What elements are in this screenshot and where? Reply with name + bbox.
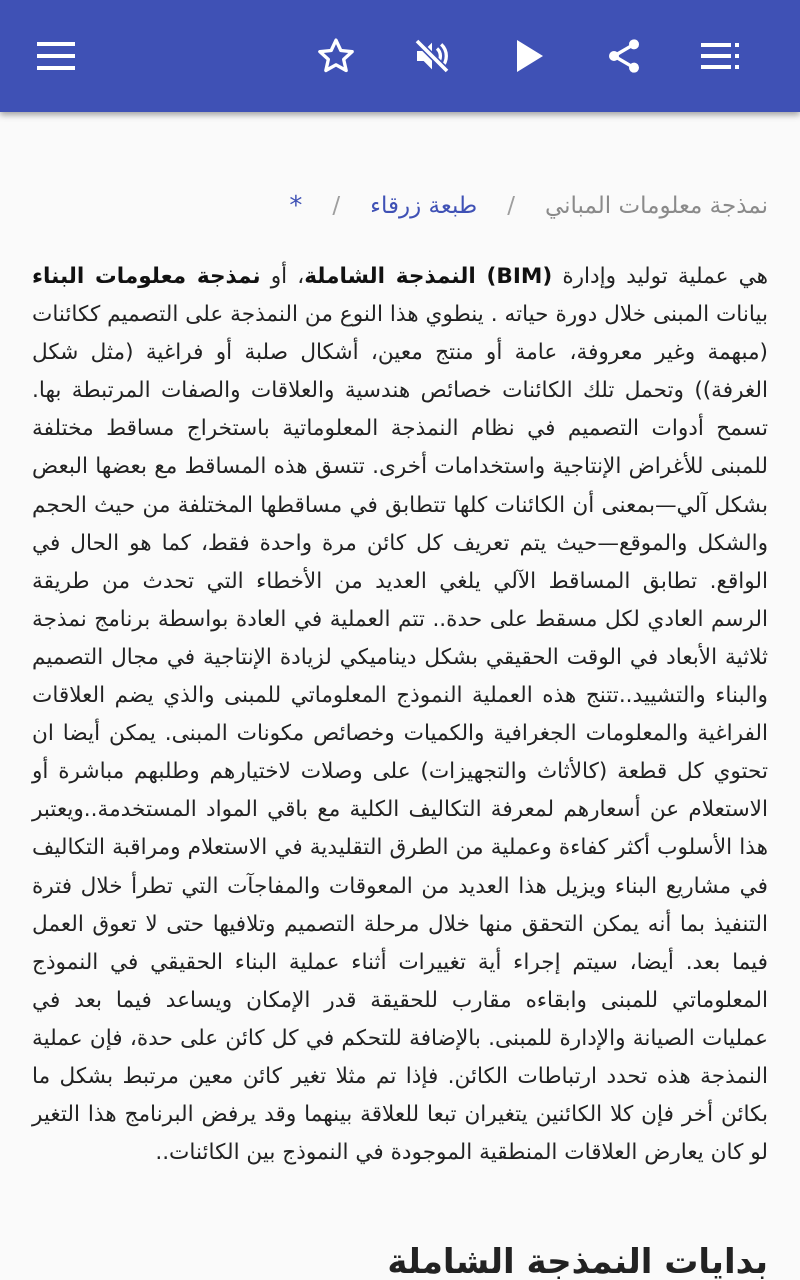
share-button[interactable] [596, 28, 652, 84]
menu-button[interactable] [28, 28, 84, 84]
paragraph-text: هي عملية توليد وإدارة [552, 264, 768, 289]
bold-term: (BIM) النمذجة الشاملة [304, 264, 553, 289]
play-button[interactable] [502, 28, 558, 84]
breadcrumb-home-star[interactable]: * [289, 191, 303, 221]
mute-button[interactable] [404, 28, 460, 84]
volume-off-icon [412, 36, 452, 76]
breadcrumb [32, 184, 768, 228]
breadcrumb-separator: / [332, 193, 341, 219]
star-outline-icon [316, 36, 356, 76]
app-toolbar [0, 0, 800, 112]
breadcrumb-link[interactable]: طبعة زرقاء [370, 193, 478, 219]
bold-term: نمذجة معلومات البناء [32, 264, 261, 289]
list-icon [701, 43, 739, 69]
article-paragraph [32, 258, 768, 1172]
section-heading: بدايات النمذجة الشاملة [387, 1242, 768, 1280]
paragraph-text: بيانات المبنى خلال دورة حياته . ينطوي هذا النوع من النمذجة على التصميم ككائنات (مبهمة وغير معروفة، عامة أو منتج معين، أشكال صلبة أو فراغية (مثل شكل الغرفة)) وتحمل تلك الكائنات خصائص هندسية والعلاقات والصفات المرتبطة بها. تسمح أدوات التصميم في نظام النمذجة المعلوماتية باستخراج مساقط مختلفة للمبنى للأغراض الإنتاجية واستخدامات أخرى. تتسق هذه المساقط مع بعضها البعض بشكل آلي—بمعنى أن الكائنات كلها تتطابق في مساقطها المختلفة من حيث الحجم والشكل والموقع—حيث يتم تعريف كل كائن مرة واحدة فقط، كما هو الحال في الواقع. تطابق المساقط الآلي يلغي العديد من الأخطاء التي تحدث من طريقة الرسم العادي لكل مسقط على حدة.. تتم العملية في العادة بواسطة برنامج نمذجة ثلاثية الأبعاد في الوقت الحقيقي بشكل ديناميكي لزيادة الإنتاجية في مجال التصميم والبناء والتشييد..تتنج هذه العملية النموذج المعلوماتي للمبنى والذي يضم العلاقات الفراغية والمعلومات الجغرافية والكميات وخصائص مكونات المبنى. يمكن أيضا ان تحتوي كل قطعة (كالأثاث والتجهيزات) على وصلات لاختيارهم وطلبهم مباشرة أو الاستعلام عن أسعارهم لمعرفة التكاليف الكلية مع باقي المواد المستخدمة..ويعتبر هذا الأسلوب أكثر كفاءة وعملية من الطرق التقليدية في الاستعلام ومراقبة التكاليف في مشاريع البناء ويزيل هذا العديد من المعوقات والمفاجآت التي تطرأ خلال فترة التنفيذ بما أنه يمكن التحقق منها خلال مرحلة التصميم وتلافيها حتى لا تعوق العمل فيما بعد. أيضا، سيتم إجراء أية تغييرات أثناء عملية البناء الحقيقي في النموذج المعلوماتي للمبنى وابقاءه مقارب للحقيقة قدر الإمكان ويساعد فيما بعد في عمليات الصيانة والإدارة للمبنى. بالإضافة للتحكم في كل كائن على حدة، فإن عملية النمذجة هذه تحدد ارتباطات الكائن. فإذا تم مثلا تغير كائن معين مرتبط بشكل ما بكائن أخر فإن كلا الكائنين يتغيران تبعا للعلاقة بينهما وقد يرفض البرنامج هذا التغير لو كان يعارض العلاقات المنطقية الموجودة في النموذج بين الكائنات.. [32, 302, 768, 1166]
article-content [0, 112, 800, 1280]
menu-icon [37, 42, 75, 70]
share-icon [604, 36, 644, 76]
play-icon [515, 39, 545, 73]
breadcrumb-separator: / [507, 193, 515, 219]
breadcrumb-current: نمذجة معلومات المباني [544, 193, 768, 219]
paragraph-text: ، أو [260, 264, 305, 289]
contents-button[interactable] [692, 28, 748, 84]
favorite-button[interactable] [308, 28, 364, 84]
